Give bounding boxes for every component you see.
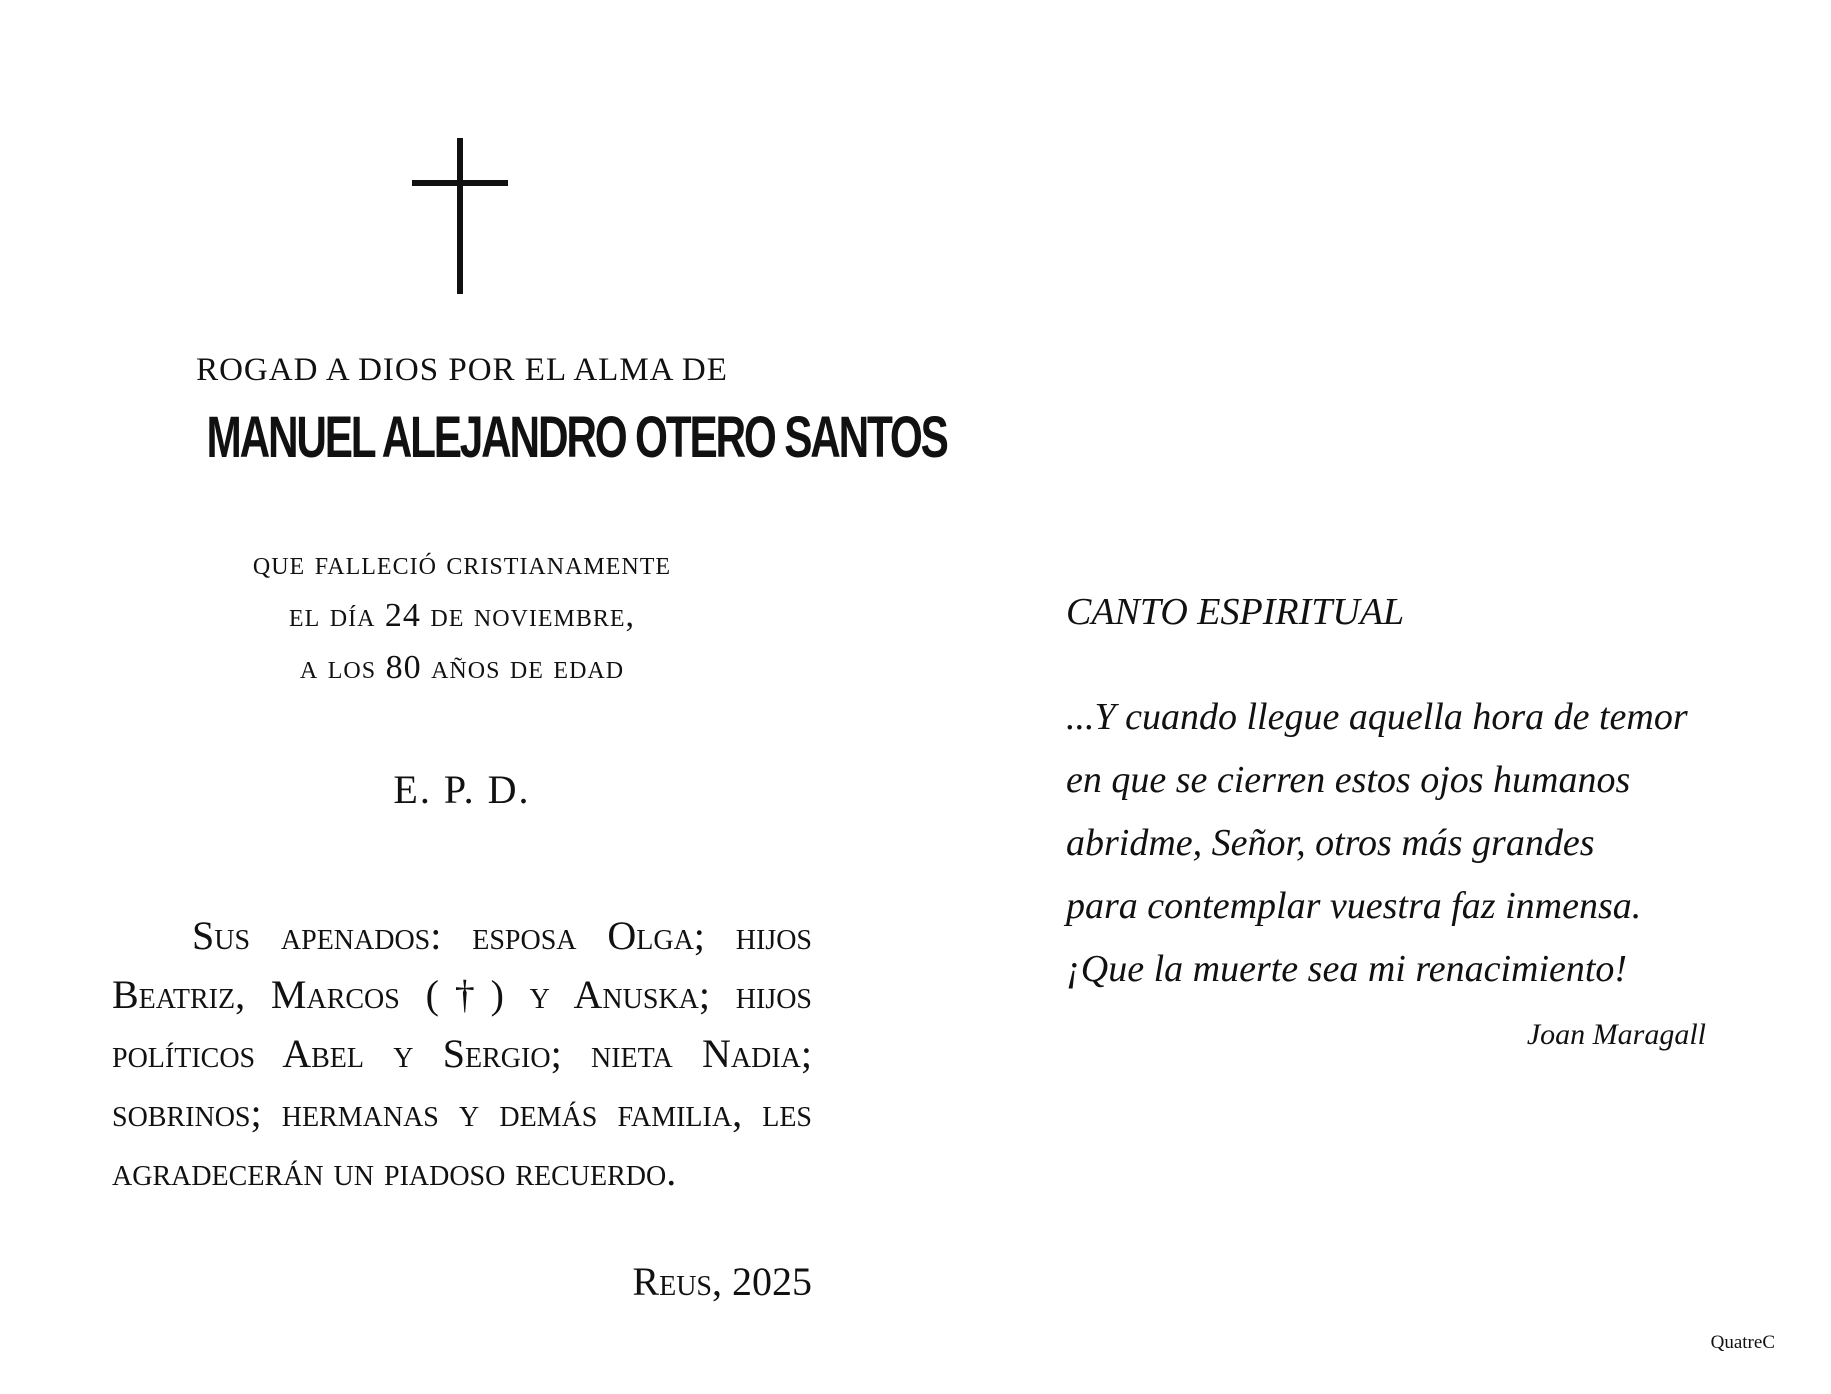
deceased-name: MANUEL ALEJANDRO OTERO SANTOS xyxy=(206,405,947,470)
death-notice xyxy=(112,538,812,694)
cross-icon xyxy=(412,138,508,294)
poem-line: para contemplar vuestra faz inmensa. xyxy=(1066,885,1642,927)
death-line: a los 80 años de edad xyxy=(299,649,625,686)
poem-title: CANTO ESPIRITUAL xyxy=(1066,591,1405,633)
death-line: que falleció cristianamente xyxy=(252,545,672,582)
poem-line: abridme, Señor, otros más grandes xyxy=(1066,822,1595,864)
poem-line: ¡Que la muerte sea mi renacimiento! xyxy=(1066,948,1628,990)
prayer-heading: ROGAD A DIOS POR EL ALMA DE xyxy=(196,352,728,388)
death-line: el día 24 de noviembre, xyxy=(288,597,636,634)
place-year: Reus, 2025 xyxy=(632,1259,812,1304)
printer-credit: QuatreC xyxy=(1710,1332,1775,1353)
poem-line: en que se cierren estos ojos humanos xyxy=(1066,759,1631,801)
family-paragraph: Sus apenados: esposa Olga; hijos Beatriz, Marcos (†) y Anuska; hijos políticos Abel y Sergio; nieta Nadia; sobrinos; hermanas y demás familia, les agradecerán un piadoso recuerdo. xyxy=(112,913,812,1194)
poem-body xyxy=(1066,686,1688,1001)
epd-text: E. P. D. xyxy=(393,767,531,812)
poem-author: Joan Maragall xyxy=(1526,1018,1706,1051)
poem-line: ...Y cuando llegue aquella hora de temor xyxy=(1066,696,1688,738)
